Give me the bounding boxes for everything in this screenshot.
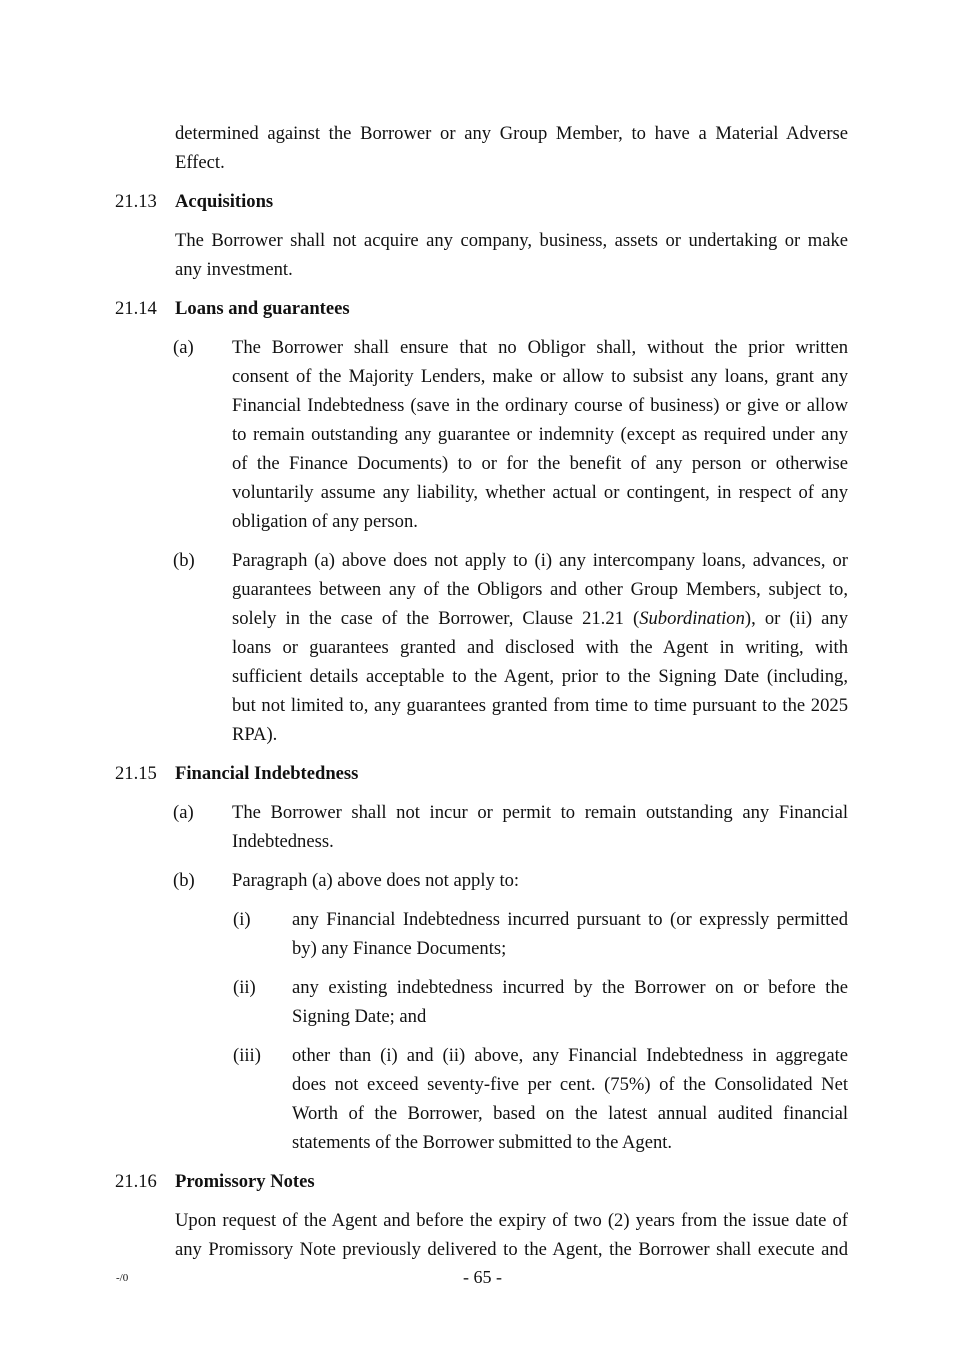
text-line: of the Finance Documents) to or for the benefit of any person or otherwise	[232, 453, 848, 474]
clause-heading	[0, 1167, 965, 1196]
text-segment: solely in the case of the Borrower, Clause 21.21 (	[232, 608, 640, 629]
text-line: Upon request of the Agent and before the expiry of two (2) years from the issue date of	[175, 1210, 848, 1231]
text-line: statements of the Borrower submitted to the Agent.	[292, 1132, 673, 1153]
text-line: does not exceed seventy-five per cent. (75%) of the Consolidated Net	[292, 1074, 848, 1095]
text-line: any Financial Indebtedness incurred pursuant to (or expressly permitted	[292, 909, 848, 930]
text-line: Paragraph (a) above does not apply to:	[232, 870, 520, 891]
paragraph	[0, 119, 965, 177]
list-item	[0, 333, 965, 536]
paragraph-text	[232, 798, 848, 856]
clause-number: 21.14	[115, 298, 157, 319]
item-label: (b)	[173, 870, 195, 891]
item-label: (i)	[233, 909, 251, 930]
list-item	[0, 973, 965, 1031]
text-line: Worth of the Borrower, based on the latest annual audited financial	[292, 1103, 848, 1124]
text-line: Paragraph (a) above does not apply to (i) any intercompany loans, advances, or	[232, 550, 848, 571]
text-line: any existing indebtedness incurred by the Borrower on or before the	[292, 977, 848, 998]
text-segment: ), or (ii) any	[744, 608, 848, 629]
text-line: sufficient details acceptable to the Agent, prior to the Signing Date (including,	[232, 666, 848, 687]
item-label: (iii)	[233, 1045, 261, 1066]
item-label: (ii)	[233, 977, 256, 998]
paragraph-text	[175, 1206, 848, 1264]
text-line: Financial Indebtedness (save in the ordinary course of business) or give or allow	[232, 395, 848, 416]
text-line: determined against the Borrower or any Group Member, to have a Material Adverse	[175, 123, 848, 144]
italic-reference: Subordination	[639, 608, 745, 629]
clause-title: Financial Indebtedness	[175, 763, 359, 784]
paragraph-text	[292, 973, 848, 1031]
text-line: loans or guarantees granted and disclosed with the Agent in writing, with	[232, 637, 848, 658]
text-line: The Borrower shall not acquire any company, business, assets or undertaking or make	[175, 230, 848, 251]
list-item	[0, 798, 965, 856]
clause-number: 21.16	[115, 1171, 157, 1192]
clause-heading	[0, 294, 965, 323]
text-line: RPA).	[232, 724, 278, 745]
paragraph-text	[292, 1041, 848, 1157]
list-item	[0, 905, 965, 963]
text-line: voluntarily assume any liability, whether actual or contingent, in respect of any	[232, 482, 848, 503]
text-line: to remain outstanding any guarantee or indemnity (except as required under any	[232, 424, 848, 445]
clause-title: Promissory Notes	[175, 1171, 315, 1192]
list-item	[0, 866, 965, 895]
item-label: (b)	[173, 550, 195, 571]
paragraph-text	[232, 333, 848, 536]
list-item	[0, 1041, 965, 1157]
item-label: (a)	[173, 802, 194, 823]
text-line: consent of the Majority Lenders, make or allow to subsist any loans, grant any	[232, 366, 848, 387]
list-item	[0, 546, 965, 749]
clause-number: 21.15	[115, 763, 157, 784]
text-line: any investment.	[175, 259, 293, 280]
paragraph-text	[175, 119, 848, 177]
text-line: Signing Date; and	[292, 1006, 427, 1027]
clause-number: 21.13	[115, 191, 157, 212]
text-line: Effect.	[175, 152, 225, 173]
text-line	[232, 604, 848, 633]
clause-heading	[0, 759, 965, 788]
footer-reference: -/0	[116, 1272, 129, 1284]
paragraph	[0, 1206, 965, 1264]
text-line: obligation of any person.	[232, 511, 418, 532]
paragraph-text	[232, 546, 848, 749]
paragraph-text	[175, 226, 848, 284]
paragraph-text	[232, 866, 848, 895]
text-line: other than (i) and (ii) above, any Financial Indebtedness in aggregate	[292, 1045, 848, 1066]
text-line: but not limited to, any guarantees granted from time to time pursuant to the 2025	[232, 695, 848, 716]
document-body	[0, 119, 965, 1274]
text-line: by) any Finance Documents;	[292, 938, 507, 959]
item-label: (a)	[173, 337, 194, 358]
clause-title: Loans and guarantees	[175, 298, 350, 319]
clause-title: Acquisitions	[175, 191, 274, 212]
paragraph	[0, 226, 965, 284]
text-line: The Borrower shall ensure that no Obligor shall, without the prior written	[232, 337, 848, 358]
text-line: Indebtedness.	[232, 831, 334, 852]
paragraph-text	[292, 905, 848, 963]
text-line: The Borrower shall not incur or permit to remain outstanding any Financial	[232, 802, 848, 823]
text-line: guarantees between any of the Obligors and other Group Members, subject to,	[232, 579, 848, 600]
text-line: any Promissory Note previously delivered to the Agent, the Borrower shall execute and	[175, 1239, 848, 1260]
clause-heading	[0, 187, 965, 216]
page-number: - 65 -	[463, 1267, 502, 1287]
